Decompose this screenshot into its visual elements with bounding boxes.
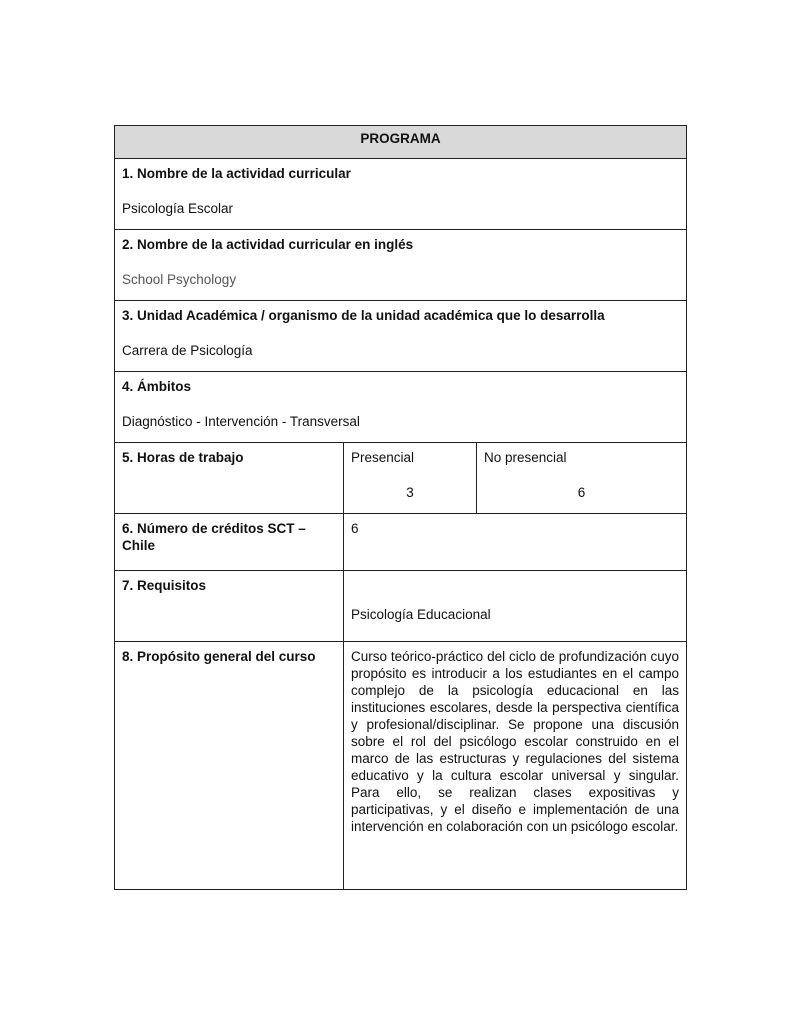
unidad-value: Carrera de Psicología — [122, 343, 253, 358]
row-creditos — [115, 514, 687, 571]
presencial-label: Presencial — [351, 450, 415, 465]
no-presencial-value: 6 — [577, 485, 586, 500]
unidad-label: 3. Unidad Académica / organismo de la unidad académica que lo desarrolla — [122, 308, 605, 323]
row-horas — [115, 443, 687, 514]
nombre-ingles-value: School Psychology — [122, 272, 237, 287]
nombre-ingles-label: 2. Nombre de la actividad curricular en inglés — [122, 237, 414, 252]
ambitos-value: Diagnóstico - Intervención - Transversal — [122, 414, 360, 429]
table-title: PROGRAMA — [115, 126, 687, 159]
proposito-value: Curso teórico-práctico del ciclo de profundización cuyo propósito es introducir a los estudiantes en el campo complejo de la psicología educacional en las instituciones escolares, desde la perspectiva científica y profesional/disciplinar. Se propone una discusión sobre el rol del psicólogo escolar construido en el marco de las estructuras y regulaciones del sistema educativo y la cultura escolar universal y singular. Para ello, se realizan clases expositivas y participativas, y el diseño e implementación de una intervención en colaboración con un psicólogo escolar. — [351, 649, 679, 834]
row-proposito — [115, 642, 687, 890]
row-requisitos — [115, 571, 687, 642]
nombre-value: Psicología Escolar — [122, 201, 234, 216]
creditos-label: 6. Número de créditos SCT – Chile — [122, 521, 306, 553]
row-nombre-ingles — [115, 230, 687, 301]
row-unidad — [115, 301, 687, 372]
horas-label: 5. Horas de trabajo — [122, 450, 244, 465]
requisitos-label: 7. Requisitos — [122, 578, 207, 593]
no-presencial-label: No presencial — [484, 450, 567, 465]
ambitos-label: 4. Ámbitos — [122, 379, 192, 394]
row-ambitos — [115, 372, 687, 443]
proposito-label: 8. Propósito general del curso — [122, 649, 316, 664]
program-table — [114, 125, 687, 890]
presencial-value: 3 — [406, 485, 414, 500]
row-nombre — [115, 159, 687, 230]
creditos-value: 6 — [351, 521, 359, 536]
nombre-label: 1. Nombre de la actividad curricular — [122, 166, 351, 181]
header-row — [115, 126, 687, 159]
requisitos-value: Psicología Educacional — [351, 607, 491, 622]
